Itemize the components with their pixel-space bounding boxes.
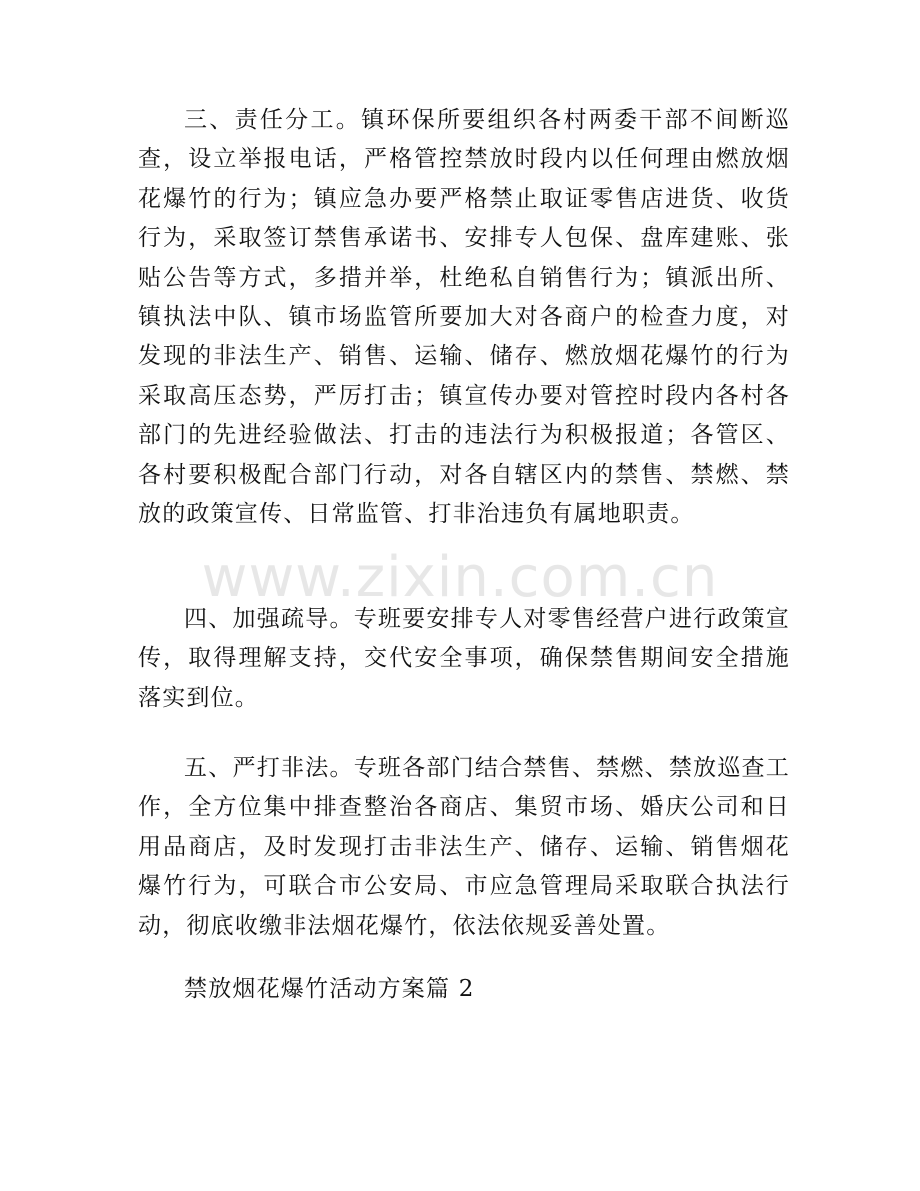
paragraph-responsibility-division: 三、责任分工。镇环保所要组织各村两委干部不间断巡查，设立举报电话，严格管控禁放时段内以任何理由燃放烟花爆竹的行为；镇应急办要严格禁止取证零售店进货、收货行为，采取签订禁售承诺书、安排专人包保、盘库建账、张贴公告等方式，多措并举，杜绝私自销售行为；镇派出所、镇执法中队、镇市场监管所要加大对各商户的检查力度，对发现的非法生产、销售、运输、储存、燃放烟花爆竹的行为采取高压态势，严厉打击；镇宣传办要对管控时段内各村各部门的先进经验做法、打击的违法行为积极报道；各管区、各村要积极配合部门行动，对各自辖区内的禁售、禁燃、禁放的政策宣传、日常监管、打非治违负有属地职责。 <box>138 107 790 528</box>
watermark-text: www.zixin.com.cn <box>201 545 719 610</box>
paragraph-strengthen-guidance: 四、加强疏导。专班要安排专人对零售经营户进行政策宣传，取得理解支持，交代安全事项，确保禁售期间安全措施落实到位。 <box>138 606 790 711</box>
paragraph-crack-down-illegal: 五、严打非法。专班各部门结合禁售、禁燃、禁放巡查工作，全方位集中排查整治各商店、集贸市场、婚庆公司和日用品商店，及时发现打击非法生产、储存、运输、销售烟花爆竹行为，可联合市公安局、市应急管理局采取联合执法行动，彻底收缴非法烟花爆竹，依法依规妥善处置。 <box>138 755 790 939</box>
section-subheading: 禁放烟花爆竹活动方案篇 2 <box>184 976 475 1002</box>
